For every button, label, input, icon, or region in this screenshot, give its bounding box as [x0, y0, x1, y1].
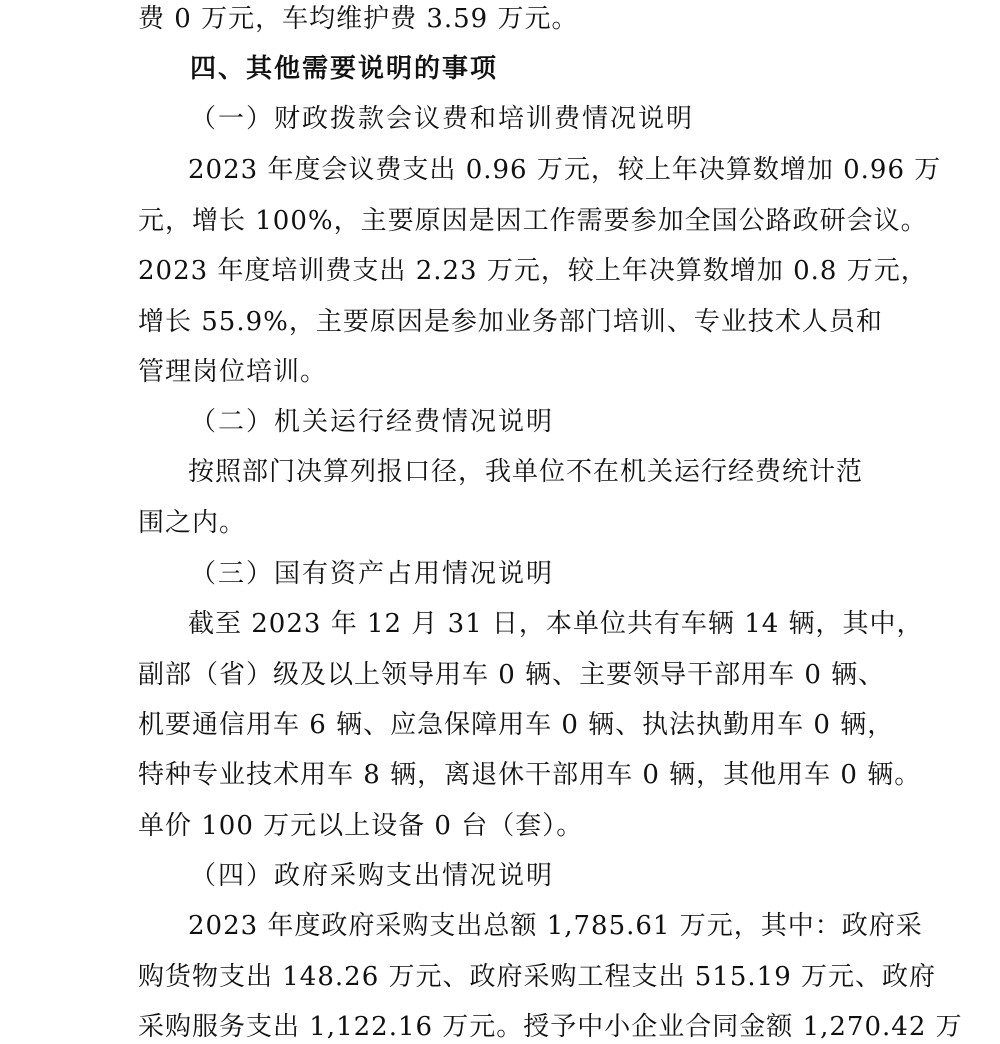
paragraph-line: 单价 100 万元以上设备 0 台（套）。: [138, 811, 584, 841]
paragraph-line: 副部（省）级及以上领导用车 0 辆、主要领导干部用车 0 辆、: [138, 660, 886, 690]
paragraph-line: 机要通信用车 6 辆、应急保障用车 0 辆、执法执勤用车 0 辆，: [138, 710, 895, 740]
paragraph-line: 购货物支出 148.26 万元、政府采购工程支出 515.19 万元、政府: [138, 962, 937, 992]
paragraph-line: 2023 年度政府采购支出总额 1,785.61 万元，其中：政府采: [188, 911, 923, 941]
paragraph-line: 截至 2023 年 12 月 31 日，本单位共有车辆 14 辆，其中，: [188, 609, 924, 639]
section-heading-other-matters: 四、其他需要说明的事项: [190, 54, 499, 84]
paragraph-line: 采购服务支出 1,122.16 万元。授予中小企业合同金额 1,270.42 万: [138, 1012, 963, 1042]
paragraph-line: 增长 55.9%，主要原因是参加业务部门培训、专业技术人员和: [138, 307, 883, 337]
text-line-vehicle-maintenance: 费 0 万元，车均维护费 3.59 万元。: [138, 4, 579, 34]
subheading-operating-expenses: （二）机关运行经费情况说明: [190, 407, 555, 437]
paragraph-line: 2023 年度培训费支出 2.23 万元，较上年决算数增加 0.8 万元，: [138, 256, 928, 286]
paragraph-line: 按照部门决算列报口径，我单位不在机关运行经费统计范: [188, 457, 864, 487]
paragraph-line: 特种专业技术用车 8 辆，离退休干部用车 0 辆，其他用车 0 辆。: [138, 760, 922, 790]
subheading-government-procurement: （四）政府采购支出情况说明: [190, 861, 555, 891]
subheading-meeting-training: （一）财政拨款会议费和培训费情况说明: [190, 104, 695, 134]
subheading-state-assets: （三）国有资产占用情况说明: [190, 559, 555, 589]
paragraph-line: 围之内。: [138, 508, 247, 538]
paragraph-line: 管理岗位培训。: [138, 357, 328, 387]
paragraph-line: 2023 年度会议费支出 0.96 万元，较上年决算数增加 0.96 万: [188, 155, 942, 185]
paragraph-line: 元，增长 100%，主要原因是因工作需要参加全国公路政研会议。: [138, 206, 928, 236]
